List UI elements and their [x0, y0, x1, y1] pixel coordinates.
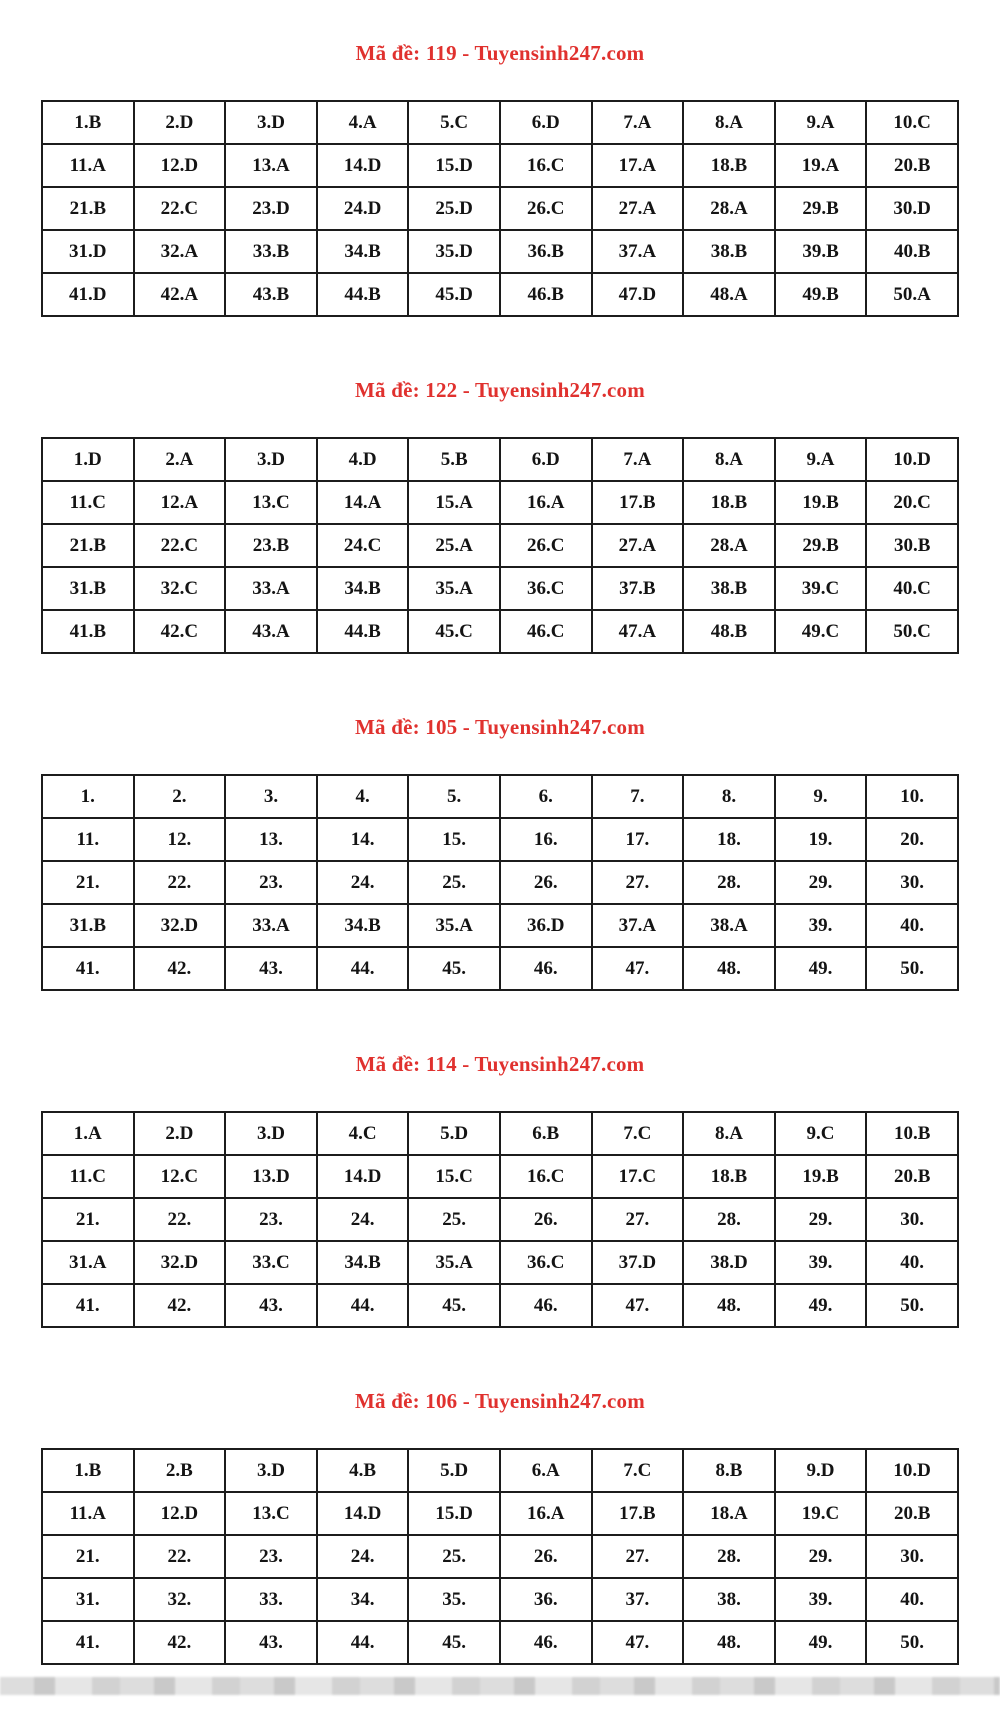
answer-cell: 37.A — [592, 230, 684, 273]
answer-cell: 38. — [683, 1578, 775, 1621]
answer-cell: 40.B — [866, 230, 958, 273]
answer-cell: 14.A — [317, 481, 409, 524]
answer-cell: 12.D — [134, 1492, 226, 1535]
answer-cell: 50. — [866, 947, 958, 990]
answer-cell: 39. — [775, 1241, 867, 1284]
answer-cell: 37. — [592, 1578, 684, 1621]
answer-cell: 6.B — [500, 1112, 592, 1155]
answer-cell: 31. — [42, 1578, 134, 1621]
answer-cell: 40.C — [866, 567, 958, 610]
answer-row — [42, 1155, 958, 1198]
answer-cell: 43.A — [225, 610, 317, 653]
answer-cell: 5. — [408, 775, 500, 818]
answer-cell: 21.B — [42, 187, 134, 230]
answer-cell: 30.B — [866, 524, 958, 567]
answer-cell: 15.D — [408, 1492, 500, 1535]
answer-cell: 33.A — [225, 567, 317, 610]
answer-cell: 44. — [317, 1621, 409, 1664]
answer-cell: 2.D — [134, 101, 226, 144]
answer-cell: 39. — [775, 904, 867, 947]
answer-key-document — [0, 40, 1000, 1695]
answer-cell: 3. — [225, 775, 317, 818]
answer-cell: 36. — [500, 1578, 592, 1621]
answer-cell: 43.B — [225, 273, 317, 316]
answer-row — [42, 904, 958, 947]
answer-cell: 35.D — [408, 230, 500, 273]
answer-row — [42, 481, 958, 524]
answer-cell: 15.D — [408, 144, 500, 187]
answer-row — [42, 1492, 958, 1535]
answer-cell: 24. — [317, 861, 409, 904]
answer-cell: 24. — [317, 1535, 409, 1578]
answer-row — [42, 818, 958, 861]
answer-cell: 33.B — [225, 230, 317, 273]
answer-cell: 50. — [866, 1284, 958, 1327]
answer-cell: 47.A — [592, 610, 684, 653]
answer-cell: 35.A — [408, 904, 500, 947]
answer-cell: 20. — [866, 818, 958, 861]
answer-cell: 31.A — [42, 1241, 134, 1284]
answer-cell: 25. — [408, 1198, 500, 1241]
answer-cell: 32.C — [134, 567, 226, 610]
answer-row — [42, 144, 958, 187]
answer-cell: 23. — [225, 861, 317, 904]
answer-cell: 1.B — [42, 1449, 134, 1492]
answer-section-106 — [0, 1388, 1000, 1665]
answer-cell: 39.C — [775, 567, 867, 610]
answer-cell: 40. — [866, 904, 958, 947]
answer-cell: 29. — [775, 1535, 867, 1578]
answer-row — [42, 1449, 958, 1492]
answer-cell: 7.C — [592, 1112, 684, 1155]
answer-cell: 49.C — [775, 610, 867, 653]
answer-cell: 2.A — [134, 438, 226, 481]
answer-cell: 19. — [775, 818, 867, 861]
answer-cell: 12.C — [134, 1155, 226, 1198]
answer-cell: 6.D — [500, 438, 592, 481]
answer-cell: 47. — [592, 1284, 684, 1327]
answer-cell: 11.A — [42, 1492, 134, 1535]
answer-cell: 29. — [775, 861, 867, 904]
answer-cell: 28. — [683, 1535, 775, 1578]
answer-cell: 37.B — [592, 567, 684, 610]
answer-cell: 36.C — [500, 1241, 592, 1284]
answer-cell: 26. — [500, 1198, 592, 1241]
answer-cell: 41. — [42, 1284, 134, 1327]
answer-cell: 6.A — [500, 1449, 592, 1492]
answer-cell: 27. — [592, 861, 684, 904]
answer-cell: 25.D — [408, 187, 500, 230]
answer-cell: 36.C — [500, 567, 592, 610]
answer-cell: 10.C — [866, 101, 958, 144]
answer-cell: 20.B — [866, 144, 958, 187]
answer-cell: 27.A — [592, 187, 684, 230]
answer-cell: 36.B — [500, 230, 592, 273]
answer-cell: 9.A — [775, 101, 867, 144]
answer-cell: 1.D — [42, 438, 134, 481]
answer-cell: 26.C — [500, 524, 592, 567]
answer-cell: 23. — [225, 1198, 317, 1241]
answer-cell: 29.B — [775, 187, 867, 230]
answer-cell: 19.A — [775, 144, 867, 187]
answer-cell: 47.D — [592, 273, 684, 316]
answer-cell: 5.C — [408, 101, 500, 144]
answer-cell: 37.D — [592, 1241, 684, 1284]
answer-cell: 14.D — [317, 1492, 409, 1535]
answer-cell: 10.D — [866, 438, 958, 481]
answer-row — [42, 101, 958, 144]
answer-cell: 22.C — [134, 187, 226, 230]
answer-cell: 1. — [42, 775, 134, 818]
answer-cell: 39. — [775, 1578, 867, 1621]
answer-cell: 44. — [317, 1284, 409, 1327]
answer-section-119 — [0, 40, 1000, 317]
answer-cell: 32.D — [134, 904, 226, 947]
answer-cell: 22.C — [134, 524, 226, 567]
answer-cell: 12. — [134, 818, 226, 861]
answer-cell: 24. — [317, 1198, 409, 1241]
answer-cell: 29.B — [775, 524, 867, 567]
answer-cell: 42.C — [134, 610, 226, 653]
answer-cell: 10.D — [866, 1449, 958, 1492]
answer-cell: 25.A — [408, 524, 500, 567]
answer-cell: 7.A — [592, 101, 684, 144]
answer-cell: 34. — [317, 1578, 409, 1621]
answer-table-114 — [41, 1111, 959, 1328]
answer-cell: 19.B — [775, 1155, 867, 1198]
answer-table-105 — [41, 774, 959, 991]
answer-cell: 14.D — [317, 1155, 409, 1198]
answer-cell: 21. — [42, 1198, 134, 1241]
answer-cell: 13.C — [225, 1492, 317, 1535]
answer-cell: 3.D — [225, 101, 317, 144]
answer-cell: 26. — [500, 1535, 592, 1578]
answer-cell: 14.D — [317, 144, 409, 187]
answer-cell: 5.D — [408, 1112, 500, 1155]
answer-cell: 17. — [592, 818, 684, 861]
answer-cell: 29. — [775, 1198, 867, 1241]
answer-cell: 14. — [317, 818, 409, 861]
answer-cell: 4.C — [317, 1112, 409, 1155]
answer-cell: 41. — [42, 1621, 134, 1664]
answer-cell: 26.C — [500, 187, 592, 230]
answer-cell: 7.A — [592, 438, 684, 481]
answer-cell: 41. — [42, 947, 134, 990]
answer-cell: 22. — [134, 1535, 226, 1578]
answer-cell: 27.A — [592, 524, 684, 567]
answer-cell: 28. — [683, 861, 775, 904]
answer-cell: 3.D — [225, 438, 317, 481]
answer-cell: 9. — [775, 775, 867, 818]
answer-cell: 48. — [683, 1284, 775, 1327]
answer-row — [42, 1535, 958, 1578]
answer-cell: 8.B — [683, 1449, 775, 1492]
answer-row — [42, 947, 958, 990]
answer-row — [42, 273, 958, 316]
answer-cell: 16.A — [500, 481, 592, 524]
answer-cell: 5.B — [408, 438, 500, 481]
answer-cell: 18.A — [683, 1492, 775, 1535]
answer-cell: 2.D — [134, 1112, 226, 1155]
answer-cell: 16. — [500, 818, 592, 861]
answer-cell: 13. — [225, 818, 317, 861]
answer-cell: 3.D — [225, 1449, 317, 1492]
answer-cell: 34.B — [317, 230, 409, 273]
answer-cell: 27. — [592, 1535, 684, 1578]
answer-cell: 49. — [775, 947, 867, 990]
answer-table-106 — [41, 1448, 959, 1665]
answer-cell: 21. — [42, 1535, 134, 1578]
answer-cell: 24.C — [317, 524, 409, 567]
answer-row — [42, 438, 958, 481]
answer-row — [42, 610, 958, 653]
answer-cell: 49. — [775, 1284, 867, 1327]
answer-cell: 18.B — [683, 481, 775, 524]
answer-cell: 30. — [866, 1535, 958, 1578]
answer-cell: 42.A — [134, 273, 226, 316]
answer-cell: 46. — [500, 1621, 592, 1664]
answer-cell: 32.A — [134, 230, 226, 273]
answer-cell: 34.B — [317, 904, 409, 947]
answer-cell: 28.A — [683, 524, 775, 567]
answer-cell: 49. — [775, 1621, 867, 1664]
answer-cell: 18. — [683, 818, 775, 861]
answer-cell: 1.A — [42, 1112, 134, 1155]
answer-cell: 3.D — [225, 1112, 317, 1155]
answer-cell: 46. — [500, 1284, 592, 1327]
answer-cell: 13.A — [225, 144, 317, 187]
answer-cell: 46.B — [500, 273, 592, 316]
answer-cell: 30.D — [866, 187, 958, 230]
answer-cell: 8.A — [683, 1112, 775, 1155]
answer-cell: 35.A — [408, 567, 500, 610]
answer-cell: 19.B — [775, 481, 867, 524]
answer-cell: 28. — [683, 1198, 775, 1241]
answer-cell: 48. — [683, 947, 775, 990]
answer-cell: 43. — [225, 947, 317, 990]
answer-row — [42, 567, 958, 610]
answer-cell: 50.C — [866, 610, 958, 653]
answer-cell: 45. — [408, 1284, 500, 1327]
answer-cell: 30. — [866, 1198, 958, 1241]
answer-key-sections — [0, 40, 1000, 1665]
answer-cell: 36.D — [500, 904, 592, 947]
answer-section-122 — [0, 377, 1000, 654]
answer-cell: 11.A — [42, 144, 134, 187]
answer-cell: 47. — [592, 1621, 684, 1664]
answer-cell: 20.B — [866, 1492, 958, 1535]
answer-row — [42, 861, 958, 904]
answer-cell: 22. — [134, 861, 226, 904]
answer-cell: 35. — [408, 1578, 500, 1621]
answer-row — [42, 1241, 958, 1284]
answer-cell: 17.B — [592, 1492, 684, 1535]
answer-cell: 4.A — [317, 101, 409, 144]
answer-cell: 33.C — [225, 1241, 317, 1284]
answer-cell: 18.B — [683, 1155, 775, 1198]
answer-cell: 38.B — [683, 230, 775, 273]
answer-cell: 16.A — [500, 1492, 592, 1535]
answer-cell: 21.B — [42, 524, 134, 567]
answer-cell: 25. — [408, 1535, 500, 1578]
answer-key-title-119: Mã đề: 119 - Tuyensinh247.com — [355, 41, 645, 65]
blurred-footer-strip — [0, 1677, 1000, 1695]
answer-cell: 7. — [592, 775, 684, 818]
answer-cell: 33.A — [225, 904, 317, 947]
answer-cell: 42. — [134, 947, 226, 990]
answer-cell: 1.B — [42, 101, 134, 144]
answer-cell: 34.B — [317, 567, 409, 610]
answer-cell: 41.D — [42, 273, 134, 316]
answer-cell: 17.A — [592, 144, 684, 187]
answer-cell: 7.C — [592, 1449, 684, 1492]
answer-cell: 50. — [866, 1621, 958, 1664]
answer-cell: 44.B — [317, 273, 409, 316]
answer-cell: 38.B — [683, 567, 775, 610]
answer-cell: 11. — [42, 818, 134, 861]
answer-key-title-114: Mã đề: 114 - Tuyensinh247.com — [355, 1052, 645, 1076]
answer-cell: 34.B — [317, 1241, 409, 1284]
answer-cell: 24.D — [317, 187, 409, 230]
answer-cell: 21. — [42, 861, 134, 904]
answer-cell: 30. — [866, 861, 958, 904]
answer-cell: 48.B — [683, 610, 775, 653]
answer-section-105 — [0, 714, 1000, 991]
answer-key-title-122: Mã đề: 122 - Tuyensinh247.com — [355, 378, 645, 402]
answer-cell: 45. — [408, 947, 500, 990]
answer-cell: 2.B — [134, 1449, 226, 1492]
answer-cell: 6. — [500, 775, 592, 818]
answer-cell: 19.C — [775, 1492, 867, 1535]
answer-cell: 4.D — [317, 438, 409, 481]
answer-cell: 33. — [225, 1578, 317, 1621]
answer-cell: 46.C — [500, 610, 592, 653]
answer-row — [42, 524, 958, 567]
answer-cell: 4. — [317, 775, 409, 818]
answer-cell: 42. — [134, 1284, 226, 1327]
answer-cell: 22. — [134, 1198, 226, 1241]
answer-cell: 43. — [225, 1621, 317, 1664]
answer-cell: 5.D — [408, 1449, 500, 1492]
answer-cell: 15.C — [408, 1155, 500, 1198]
answer-row — [42, 1578, 958, 1621]
answer-cell: 18.B — [683, 144, 775, 187]
answer-cell: 16.C — [500, 144, 592, 187]
answer-row — [42, 1198, 958, 1241]
answer-cell: 45. — [408, 1621, 500, 1664]
answer-cell: 16.C — [500, 1155, 592, 1198]
answer-cell: 23.D — [225, 187, 317, 230]
answer-cell: 48.A — [683, 273, 775, 316]
answer-cell: 49.B — [775, 273, 867, 316]
answer-cell: 20.C — [866, 481, 958, 524]
answer-cell: 8. — [683, 775, 775, 818]
answer-cell: 31.B — [42, 567, 134, 610]
answer-cell: 46. — [500, 947, 592, 990]
answer-cell: 17.C — [592, 1155, 684, 1198]
answer-table-122 — [41, 437, 959, 654]
answer-cell: 6.D — [500, 101, 592, 144]
answer-cell: 4.B — [317, 1449, 409, 1492]
answer-key-title-105: Mã đề: 105 - Tuyensinh247.com — [355, 715, 645, 739]
answer-cell: 40. — [866, 1578, 958, 1621]
answer-cell: 23.B — [225, 524, 317, 567]
answer-cell: 44.B — [317, 610, 409, 653]
answer-cell: 50.A — [866, 273, 958, 316]
answer-cell: 32.D — [134, 1241, 226, 1284]
answer-cell: 17.B — [592, 481, 684, 524]
answer-cell: 23. — [225, 1535, 317, 1578]
answer-row — [42, 1112, 958, 1155]
answer-cell: 45.D — [408, 273, 500, 316]
answer-cell: 10.B — [866, 1112, 958, 1155]
answer-cell: 42. — [134, 1621, 226, 1664]
answer-row — [42, 187, 958, 230]
answer-cell: 39.B — [775, 230, 867, 273]
answer-cell: 27. — [592, 1198, 684, 1241]
answer-cell: 13.D — [225, 1155, 317, 1198]
answer-cell: 9.A — [775, 438, 867, 481]
answer-cell: 44. — [317, 947, 409, 990]
answer-cell: 15. — [408, 818, 500, 861]
answer-cell: 11.C — [42, 1155, 134, 1198]
answer-cell: 13.C — [225, 481, 317, 524]
answer-cell: 37.A — [592, 904, 684, 947]
answer-section-114 — [0, 1051, 1000, 1328]
answer-cell: 43. — [225, 1284, 317, 1327]
answer-cell: 8.A — [683, 101, 775, 144]
answer-cell: 12.A — [134, 481, 226, 524]
answer-cell: 8.A — [683, 438, 775, 481]
answer-row — [42, 775, 958, 818]
answer-cell: 12.D — [134, 144, 226, 187]
answer-row — [42, 1284, 958, 1327]
answer-cell: 20.B — [866, 1155, 958, 1198]
answer-cell: 9.D — [775, 1449, 867, 1492]
answer-table-119 — [41, 100, 959, 317]
answer-cell: 11.C — [42, 481, 134, 524]
answer-cell: 32. — [134, 1578, 226, 1621]
answer-cell: 38.D — [683, 1241, 775, 1284]
answer-cell: 9.C — [775, 1112, 867, 1155]
answer-cell: 31.D — [42, 230, 134, 273]
answer-row — [42, 230, 958, 273]
answer-cell: 15.A — [408, 481, 500, 524]
answer-row — [42, 1621, 958, 1664]
answer-cell: 35.A — [408, 1241, 500, 1284]
answer-cell: 45.C — [408, 610, 500, 653]
answer-cell: 38.A — [683, 904, 775, 947]
answer-cell: 41.B — [42, 610, 134, 653]
answer-cell: 47. — [592, 947, 684, 990]
answer-cell: 2. — [134, 775, 226, 818]
answer-cell: 31.B — [42, 904, 134, 947]
answer-cell: 28.A — [683, 187, 775, 230]
answer-cell: 48. — [683, 1621, 775, 1664]
answer-cell: 26. — [500, 861, 592, 904]
answer-cell: 40. — [866, 1241, 958, 1284]
answer-cell: 25. — [408, 861, 500, 904]
answer-key-title-106: Mã đề: 106 - Tuyensinh247.com — [355, 1389, 645, 1413]
answer-cell: 10. — [866, 775, 958, 818]
